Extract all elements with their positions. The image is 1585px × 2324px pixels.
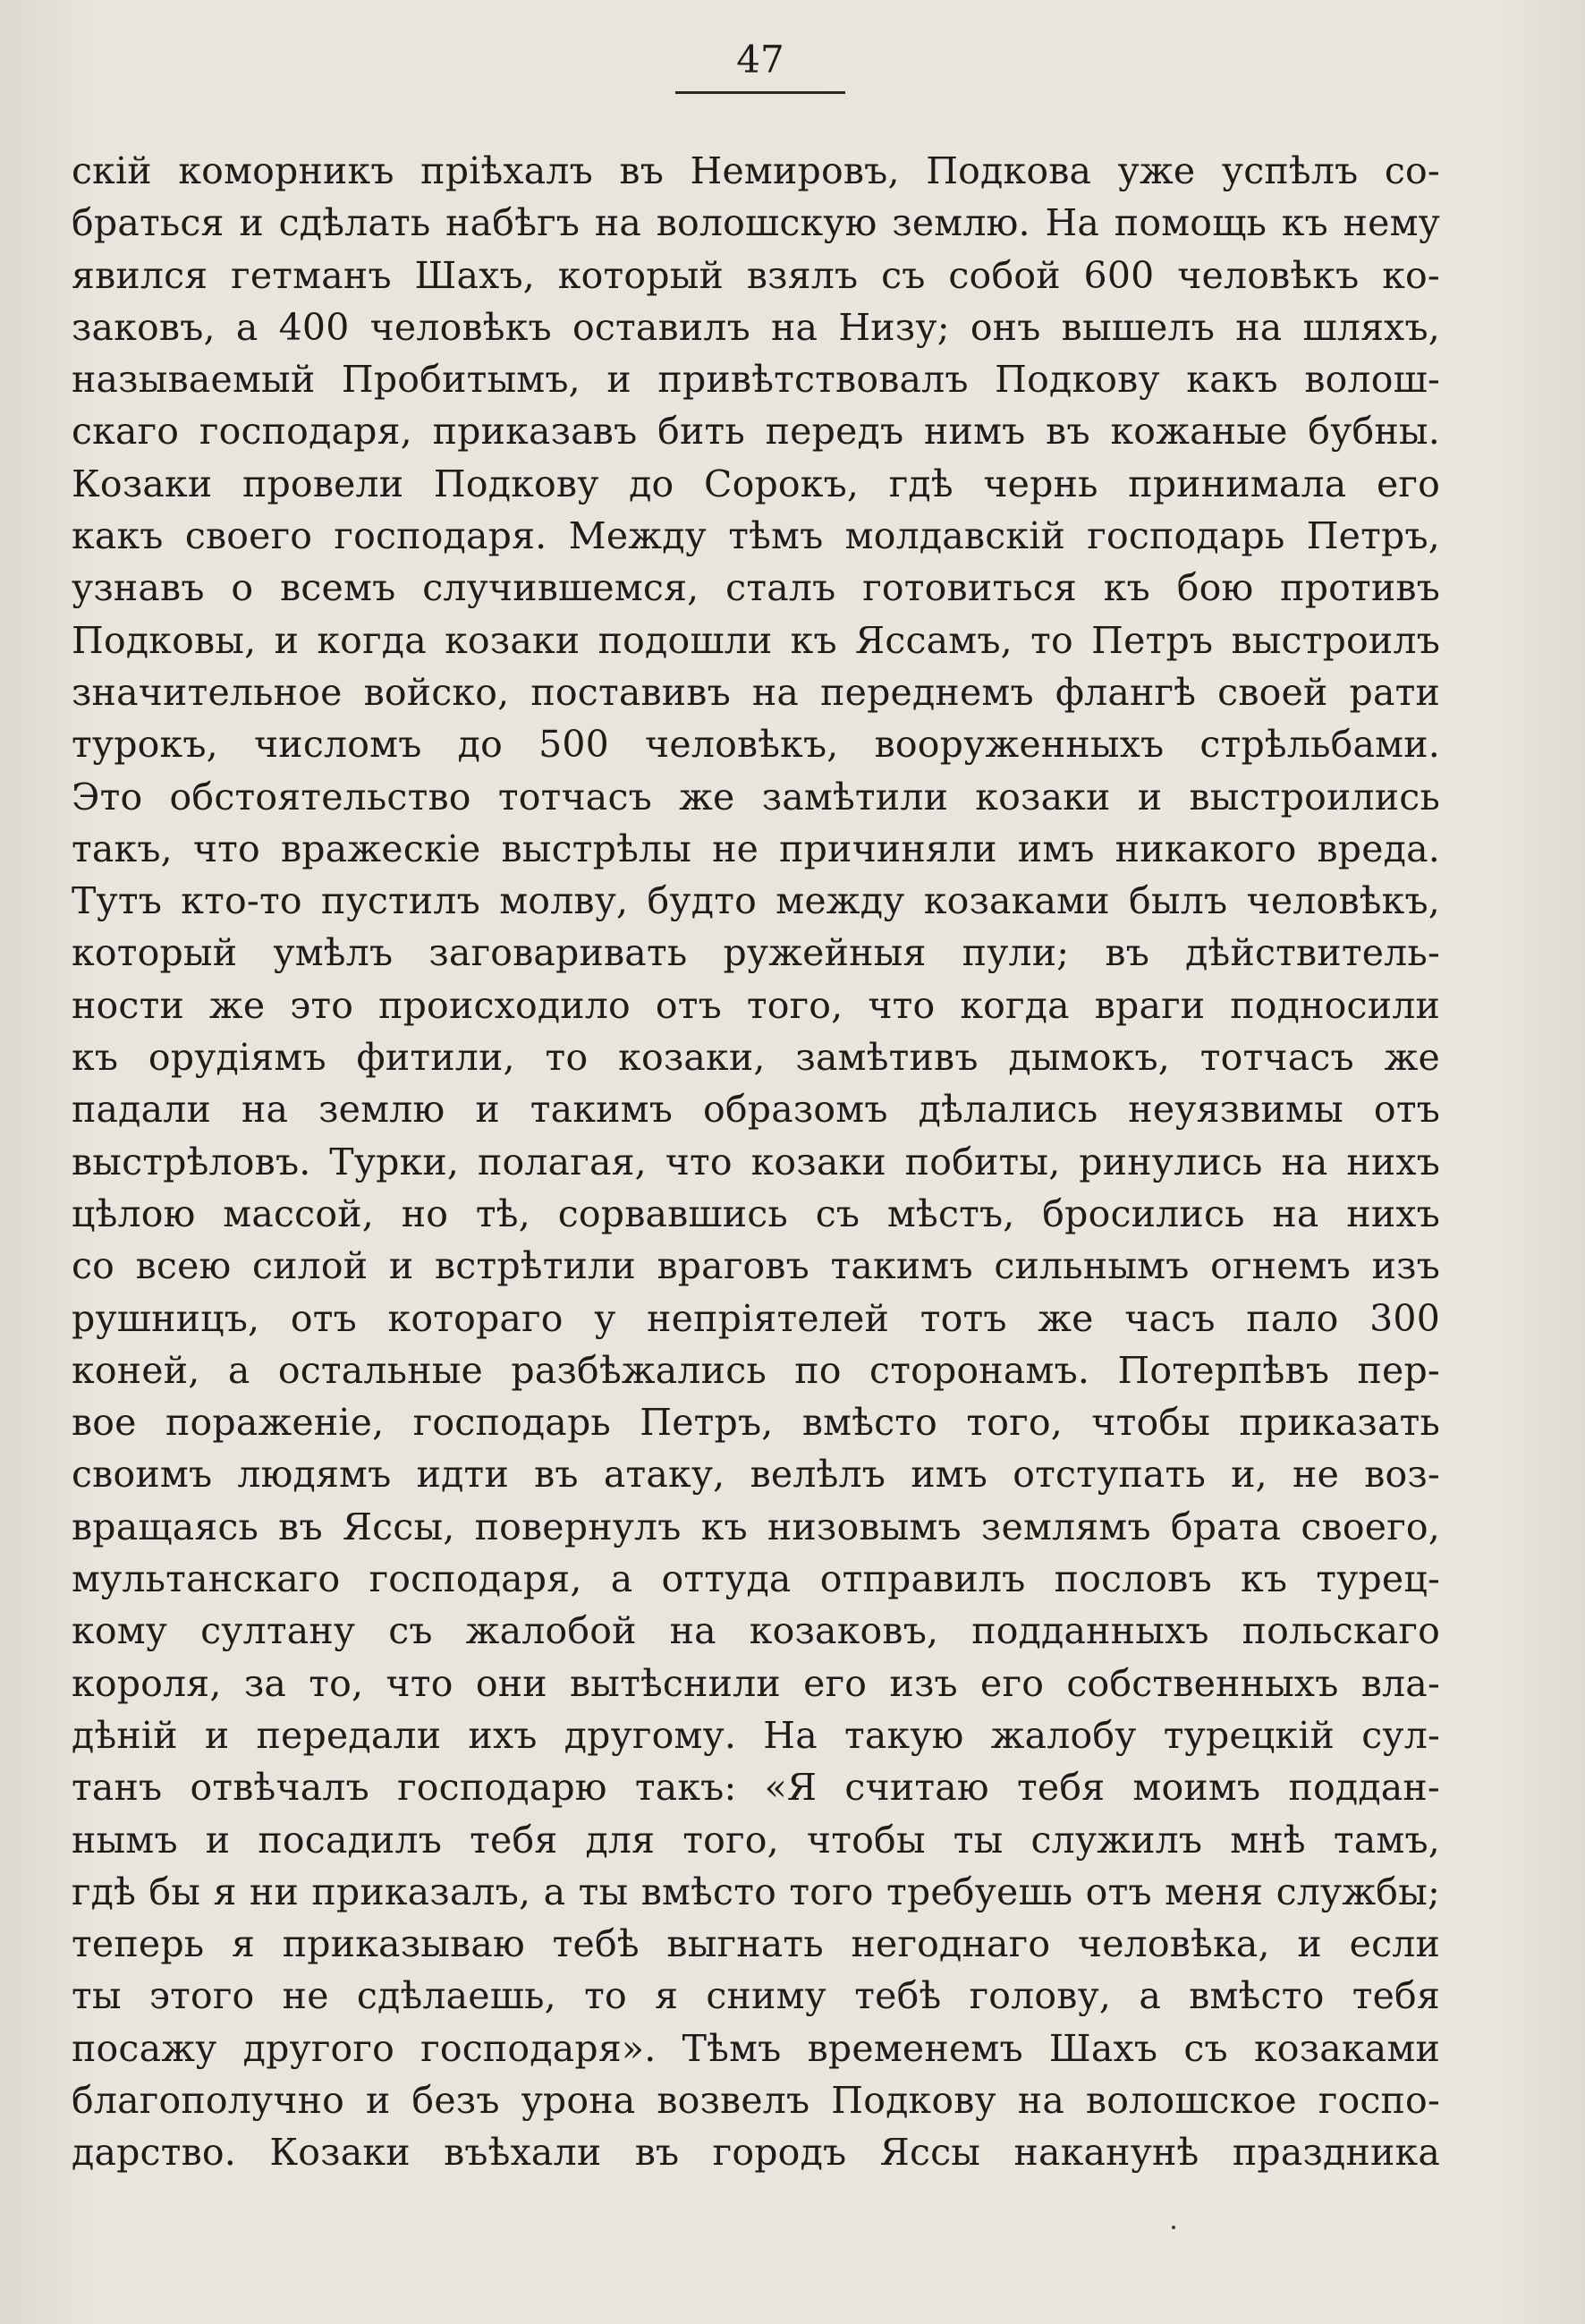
text-line: къ орудіямъ фитили, то козаки, замѣтивъ дымокъ, тотчасъ же bbox=[72, 1036, 1440, 1080]
text-line: теперь я приказываю тебѣ выгнать негоднаго человѣка, и если bbox=[72, 1922, 1440, 1966]
page-number: 47 bbox=[736, 38, 784, 81]
text-line: гдѣ бы я ни приказалъ, а ты вмѣсто того требуешь отъ меня службы; bbox=[72, 1870, 1440, 1913]
text-line: заковъ, а 400 человѣкъ оставилъ на Низу; онъ вышелъ на шляхъ, bbox=[72, 305, 1440, 349]
text-line: турокъ, числомъ до 500 человѣкъ, вооруженныхъ стрѣльбами. bbox=[72, 723, 1440, 767]
text-line: благополучно и безъ урона возвелъ Подкову на волошское госпо- bbox=[72, 2078, 1440, 2122]
text-line: танъ отвѣчалъ господарю такъ: «Я считаю тебя моимъ поддан- bbox=[72, 1766, 1440, 1810]
text-line: называемый Пробитымъ, и привѣтствовалъ Подкову какъ волош- bbox=[72, 358, 1440, 402]
text-line: ности же это происходило отъ того, что когда враги подносили bbox=[72, 983, 1440, 1027]
text-line: посажу другого господаря». Тѣмъ временемъ Шахъ съ козаками bbox=[72, 2026, 1440, 2070]
text-line: вое пораженіе, господарь Петръ, вмѣсто того, чтобы приказать bbox=[72, 1401, 1440, 1445]
text-line: своимъ людямъ идти въ атаку, велѣлъ имъ отступать и, не воз- bbox=[72, 1453, 1440, 1497]
text-line: узнавъ о всемъ случившемся, сталъ готовиться къ бою противъ bbox=[72, 566, 1440, 610]
text-line: явился гетманъ Шахъ, который взялъ съ собой 600 человѣкъ ко- bbox=[72, 253, 1440, 297]
text-line: Подковы, и когда козаки подошли къ Яссамъ, то Петръ выстроилъ bbox=[72, 618, 1440, 662]
text-line: Козаки провели Подкову до Сорокъ, гдѣ чернь принимала его bbox=[72, 462, 1440, 505]
text-line: Тутъ кто-то пустилъ молву, будто между козаками былъ человѣкъ, bbox=[72, 879, 1440, 923]
text-line: вращаясь въ Яссы, повернулъ къ низовымъ землямъ брата своего, bbox=[72, 1505, 1440, 1548]
text-line: со всею силой и встрѣтили враговъ такимъ сильнымъ огнемъ изъ bbox=[72, 1244, 1440, 1288]
text-line: выстрѣловъ. Турки, полагая, что козаки побиты, ринулись на нихъ bbox=[72, 1140, 1440, 1183]
page-number-rule bbox=[675, 91, 845, 94]
text-line: Это обстоятельство тотчасъ же замѣтили козаки и выстроились bbox=[72, 775, 1440, 818]
text-line: нымъ и посадилъ тебя для того, чтобы ты служилъ мнѣ тамъ, bbox=[72, 1818, 1440, 1862]
text-line: короля, за то, что они вытѣснили его изъ его собственныхъ вла- bbox=[72, 1661, 1440, 1705]
text-line: дѣній и передали ихъ другому. На такую жалобу турецкій сул- bbox=[72, 1713, 1440, 1757]
text-line: цѣлою массой, но тѣ, сорвавшись съ мѣстъ, бросились на нихъ bbox=[72, 1192, 1440, 1235]
text-line: мультанскаго господаря, а оттуда отправилъ пословъ къ турец- bbox=[72, 1557, 1440, 1601]
body-text bbox=[72, 145, 1440, 2179]
text-line: скаго господаря, приказавъ бить передъ нимъ въ кожаные бубны. bbox=[72, 410, 1440, 454]
text-line: падали на землю и такимъ образомъ дѣлались неуязвимы отъ bbox=[72, 1088, 1440, 1132]
text-line: рушницъ, отъ котораго у непріятелей тотъ же часъ пало 300 bbox=[72, 1296, 1440, 1340]
text-line: значительное войско, поставивъ на переднемъ флангѣ своей рати bbox=[72, 670, 1440, 714]
text-line: дарство. Козаки въѣхали въ городъ Яссы наканунѣ праздника bbox=[72, 2131, 1440, 2175]
paper-speck bbox=[1172, 2226, 1175, 2229]
text-line: кому султану съ жалобой на козаковъ, подданныхъ польскаго bbox=[72, 1609, 1440, 1653]
text-line: ты этого не сдѣлаешь, то я сниму тебѣ голову, а вмѣсто тебя bbox=[72, 1974, 1440, 2018]
text-line: какъ своего господаря. Между тѣмъ молдавскій господарь Петръ, bbox=[72, 514, 1440, 558]
text-line: который умѣлъ заговаривать ружейныя пули; въ дѣйствитель- bbox=[72, 931, 1440, 975]
text-line: скій коморникъ пріѣхалъ въ Немировъ, Подкова уже успѣлъ со- bbox=[72, 149, 1440, 192]
text-line: такъ, что вражескіе выстрѣлы не причиняли имъ никакого вреда. bbox=[72, 827, 1440, 870]
text-line: браться и сдѣлать набѣгъ на волошскую землю. На помощь къ нему bbox=[72, 201, 1440, 245]
text-line: коней, а остальные разбѣжались по сторонамъ. Потерпѣвъ пер- bbox=[72, 1348, 1440, 1392]
